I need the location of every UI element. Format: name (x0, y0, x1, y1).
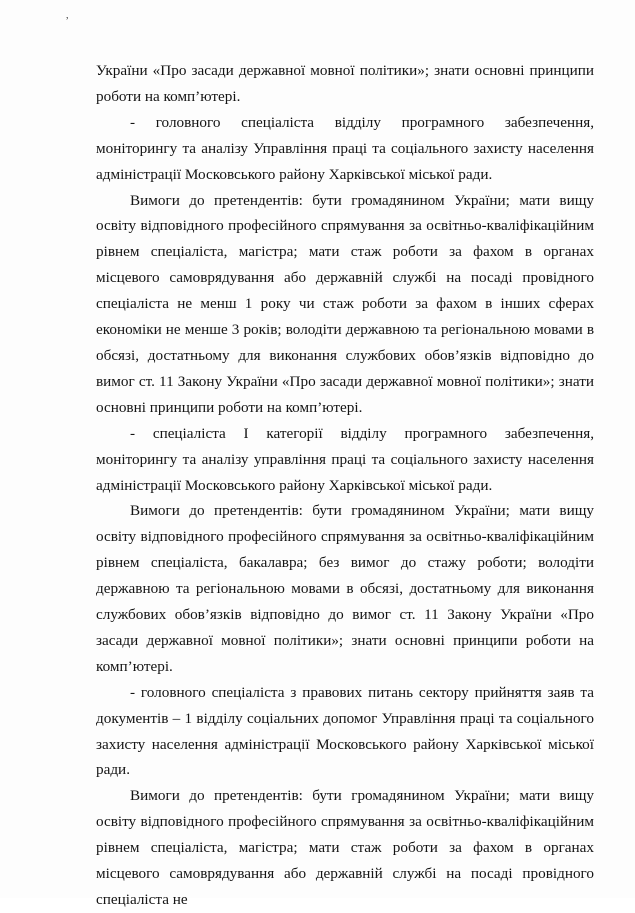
paragraph-7: Вимоги до претендентів: бути громадянином України; мати вищу освіту відповідного професійного спрямування за освітньо-кваліфікаційним рівнем спеціаліста, магістра; мати стаж роботи за фахом в органах місцевого самоврядування або державній службі на посаді провідного спеціаліста не (96, 787, 594, 908)
paragraph-6: - головного спеціаліста з правових питань сектору прийняття заяв та документів – 1 відділу соціальних допомог Управління праці та соціального захисту населення адміністрації Московського району Харківської міської ради. (96, 683, 594, 779)
paragraph-1: України «Про засади державної мовної політики»; знати основні принципи роботи на комп’ютері. (96, 62, 594, 105)
scan-mark: , (66, 10, 69, 21)
document-body (96, 58, 594, 913)
paragraph-5: Вимоги до претендентів: бути громадянином України; мати вищу освіту відповідного професійного спрямування за освітньо-кваліфікаційним рівнем спеціаліста, бакалавра; без вимог до стажу роботи; володіти державною та регіональною мовами в обсязі, достатньому для виконання службових обов’язків відповідно до вимог ст. 11 Закону України «Про засади державної мовної політики»; знати основні принципи роботи на комп’ютері. (96, 502, 594, 675)
paragraph-2: - головного спеціаліста відділу програмного забезпечення, моніторингу та аналізу Управління праці та соціального захисту населення адміністрації Московського району Харківської міської ради. (96, 113, 594, 183)
paragraph-3: Вимоги до претендентів: бути громадянином України; мати вищу освіту відповідного професійного спрямування за освітньо-кваліфікаційним рівнем спеціаліста, магістра; мати стаж роботи за фахом в органах місцевого самоврядування або державній службі на посаді провідного спеціаліста не менш 1 року чи стаж роботи за фахом в інших сферах економіки не менше 3 років; володіти державною та регіональною мовами в обсязі, достатньому для виконання службових обов’язків відповідно до вимог ст. 11 Закону України «Про засади державної мовної політики»; знати основні принципи роботи на комп’ютері. (96, 191, 594, 416)
paragraph-4: - спеціаліста I категорії відділу програмного забезпечення, моніторингу та аналізу управління праці та соціального захисту населення адміністрації Московського району Харківської міської ради. (96, 424, 594, 494)
